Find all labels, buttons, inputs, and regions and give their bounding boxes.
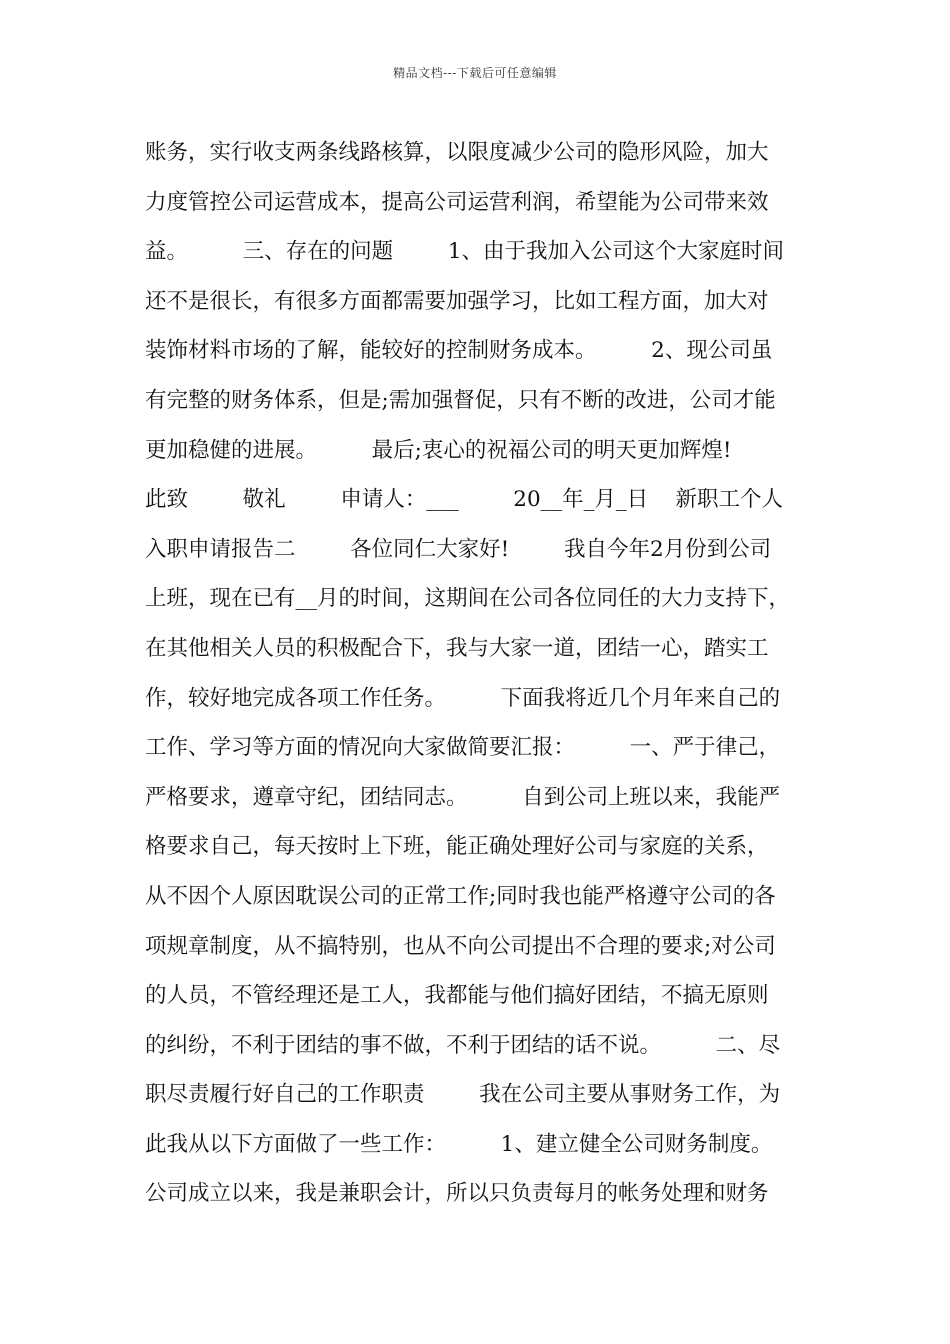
text-line: 格要求自己，每天按时上下班，能正确处理好公司与家庭的关系，: [145, 834, 769, 860]
text-line: 账务，实行收支两条线路核算，以限度减少公司的隐形风险，加大: [145, 140, 769, 165]
text-line: 严格要求，遵章守纪，团结同志。 自到公司上班以来，我能严: [145, 784, 781, 810]
text-line: 更加稳健的进展。 最后;衷心的祝福公司的明天更加辉煌!: [145, 437, 732, 463]
text-line: 职尽责履行好自己的工作职责 我在公司主要从事财务工作，为: [145, 1082, 781, 1108]
text-line: 从不因个人原因耽误公司的正常工作;同时我也能严格遵守公司的各: [145, 883, 776, 909]
text-line: 在其他相关人员的积极配合下，我与大家一道，团结一心，踏实工: [145, 635, 769, 661]
text-line: 上班，现在已有__月的时间，这期间在公司各位同任的大力支持下，: [145, 586, 791, 612]
text-line: 入职申请报告二 各位同仁大家好! 我自今年2月份到公司: [145, 536, 772, 562]
text-line: 公司成立以来，我是兼职会计，所以只负责每月的帐务处理和财务: [145, 1181, 769, 1207]
text-line: 力度管控公司运营成本，提高公司运营利润，希望能为公司带来效: [145, 189, 769, 215]
text-line: 还不是很长，有很多方面都需要加强学习，比如工程方面，加大对: [145, 288, 769, 314]
page-header: 精品文档---下载后可任意编辑: [393, 66, 557, 80]
document-body: [145, 128, 825, 1219]
text-line: 此致 敬礼 申请人：___ 20__年_月_日 新职工个人: [145, 487, 783, 513]
text-line: 益。 三、存在的问题 1、由于我加入公司这个大家庭时间: [145, 239, 785, 265]
text-line: 此我从以下方面做了一些工作： 1、建立健全公司财务制度。: [145, 1131, 773, 1157]
text-line: 的纠纷，不利于团结的事不做，不利于团结的话不说。 二、尽: [145, 1032, 781, 1058]
text-line: 装饰材料市场的了解，能较好的控制财务成本。 2、现公司虽: [145, 338, 773, 364]
text-line: 的人员，不管经理还是工人，我都能与他们搞好团结，不搞无原则: [145, 983, 769, 1009]
text-line: 工作、学习等方面的情况向大家做简要汇报： 一、严于律己，: [145, 735, 781, 761]
text-line: 项规章制度，从不搞特别，也从不向公司提出不合理的要求;对公司: [145, 933, 776, 959]
text-line: 作，较好地完成各项工作任务。 下面我将近几个月年来自己的: [145, 685, 781, 711]
text-line: 有完整的财务体系，但是;需加强督促，只有不断的改进，公司才能: [145, 387, 776, 413]
